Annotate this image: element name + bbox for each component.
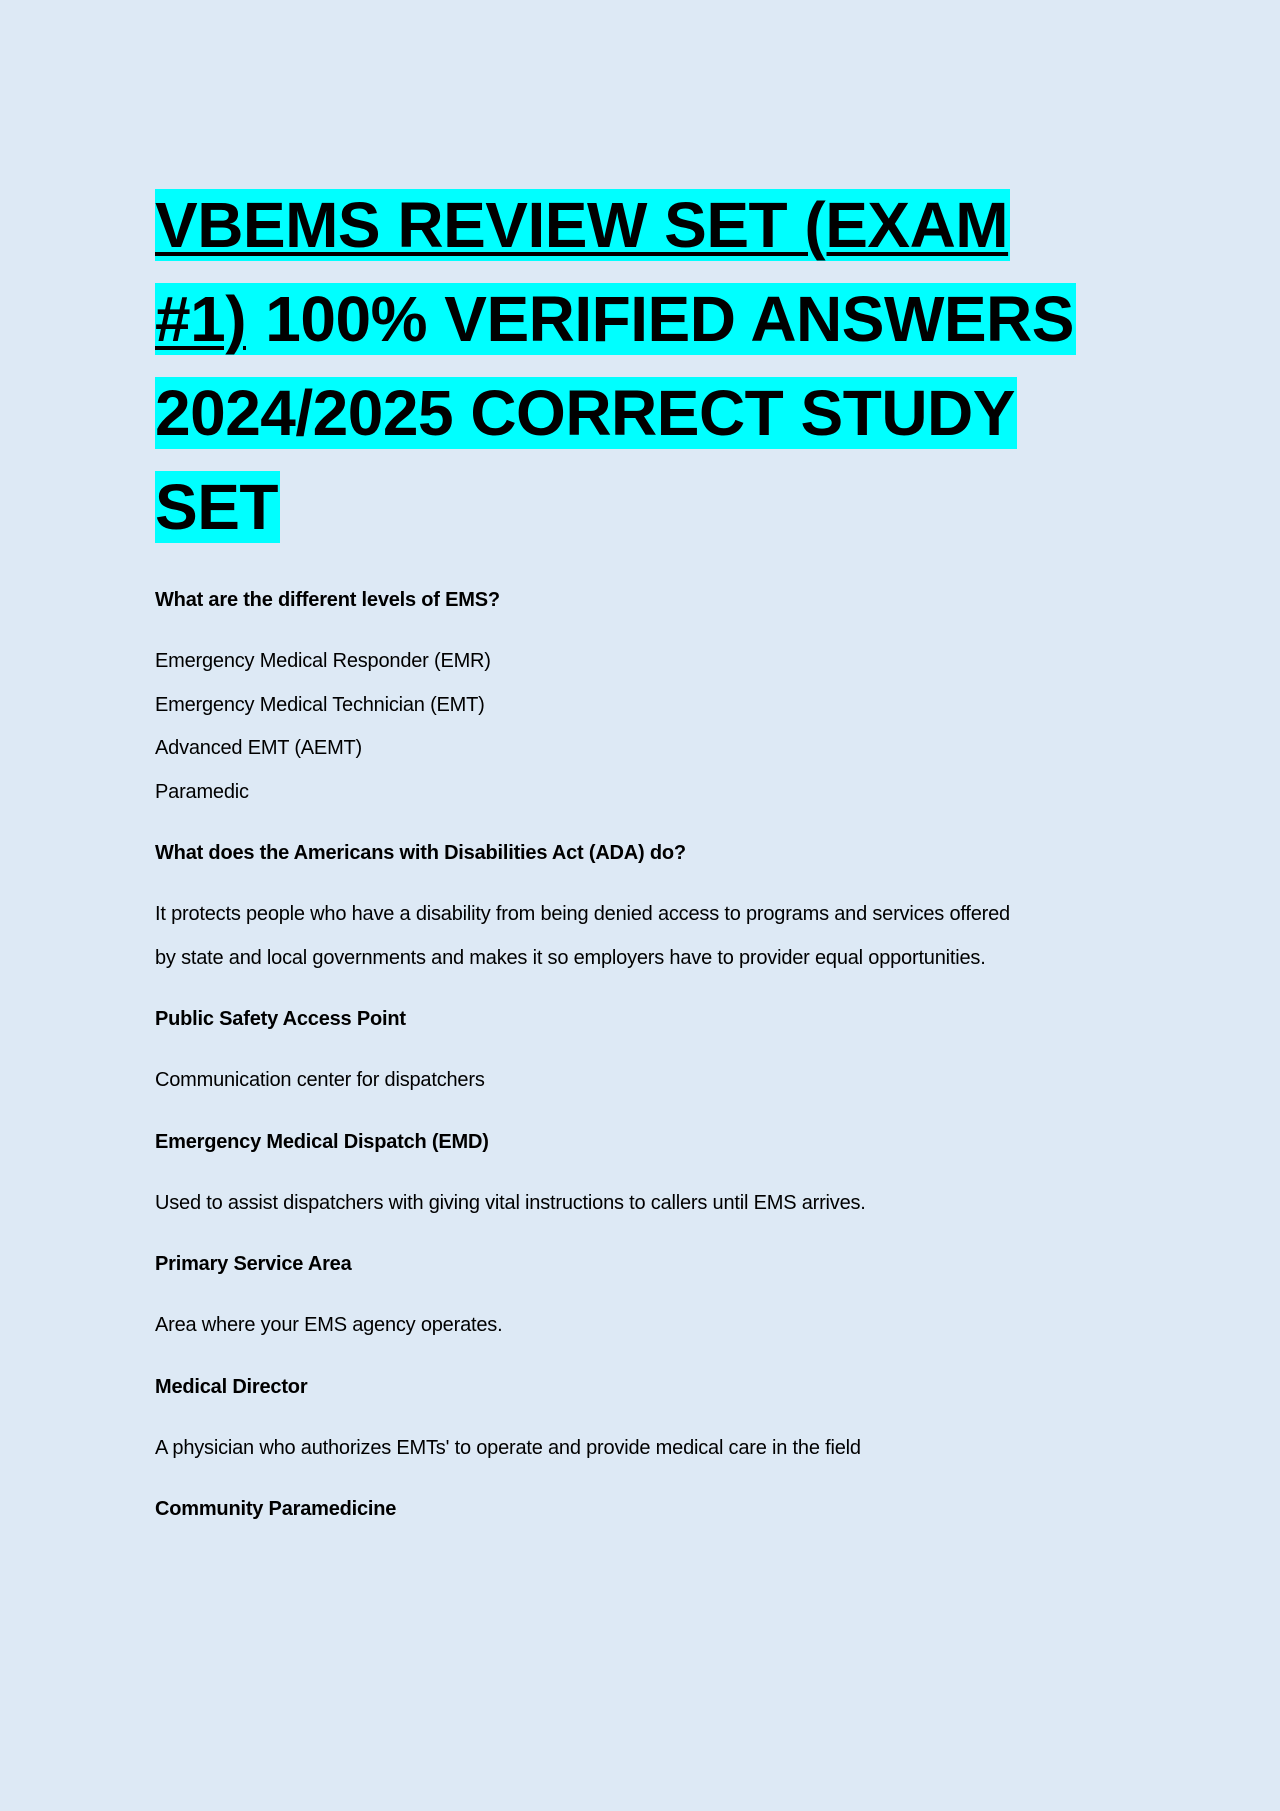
- answer: [155, 1427, 1115, 1471]
- answer-line: Used to assist dispatchers with giving vital instructions to callers until EMS arrives.: [155, 1191, 866, 1214]
- answer-line: Paramedic: [155, 780, 249, 803]
- answer-line: Communication center for dispatchers: [155, 1069, 485, 1091]
- qa-entry: [155, 1128, 1115, 1226]
- answer: [155, 1182, 1115, 1226]
- qa-entry: [155, 839, 1115, 980]
- document-title: [155, 178, 1115, 554]
- answer-line: by state and local governments and makes it so employers have to provider equal opportunities.: [155, 946, 986, 969]
- answer: [155, 640, 1115, 814]
- qa-entry: [155, 1495, 1115, 1523]
- question: Medical Director: [155, 1375, 308, 1398]
- answer-line: Emergency Medical Technician (EMT): [155, 693, 485, 716]
- question: Community Paramedicine: [155, 1498, 397, 1520]
- document-body: [155, 178, 1115, 1523]
- question: What does the Americans with Disabilities Act (ADA) do?: [155, 842, 686, 864]
- answer-line: Area where your EMS agency operates.: [155, 1314, 503, 1336]
- answer-line: A physician who authorizes EMTs' to operate and provide medical care in the field: [155, 1436, 861, 1459]
- answer-line: Emergency Medical Responder (EMR): [155, 650, 491, 672]
- answer-line: It protects people who have a disability from being denied access to programs and services offered: [155, 903, 1010, 925]
- title-underlined-part: VBEMS REVIEW SET (EXAM #1): [155, 189, 1009, 355]
- title-rest: 100% VERIFIED ANSWERS 2024/2025 CORRECT STUDY SET: [155, 283, 1074, 543]
- answer: [155, 1059, 1115, 1103]
- qa-entry: [155, 1373, 1115, 1471]
- question: Emergency Medical Dispatch (EMD): [155, 1130, 489, 1153]
- question: Primary Service Area: [155, 1253, 352, 1275]
- qa-entry: [155, 1250, 1115, 1348]
- answer: [155, 893, 1115, 980]
- question: Public Safety Access Point: [155, 1008, 406, 1030]
- qa-entry: [155, 586, 1115, 814]
- answer: [155, 1304, 1115, 1348]
- qa-entry: [155, 1005, 1115, 1103]
- question: What are the different levels of EMS?: [155, 589, 500, 611]
- answer-line: Advanced EMT (AEMT): [155, 737, 363, 759]
